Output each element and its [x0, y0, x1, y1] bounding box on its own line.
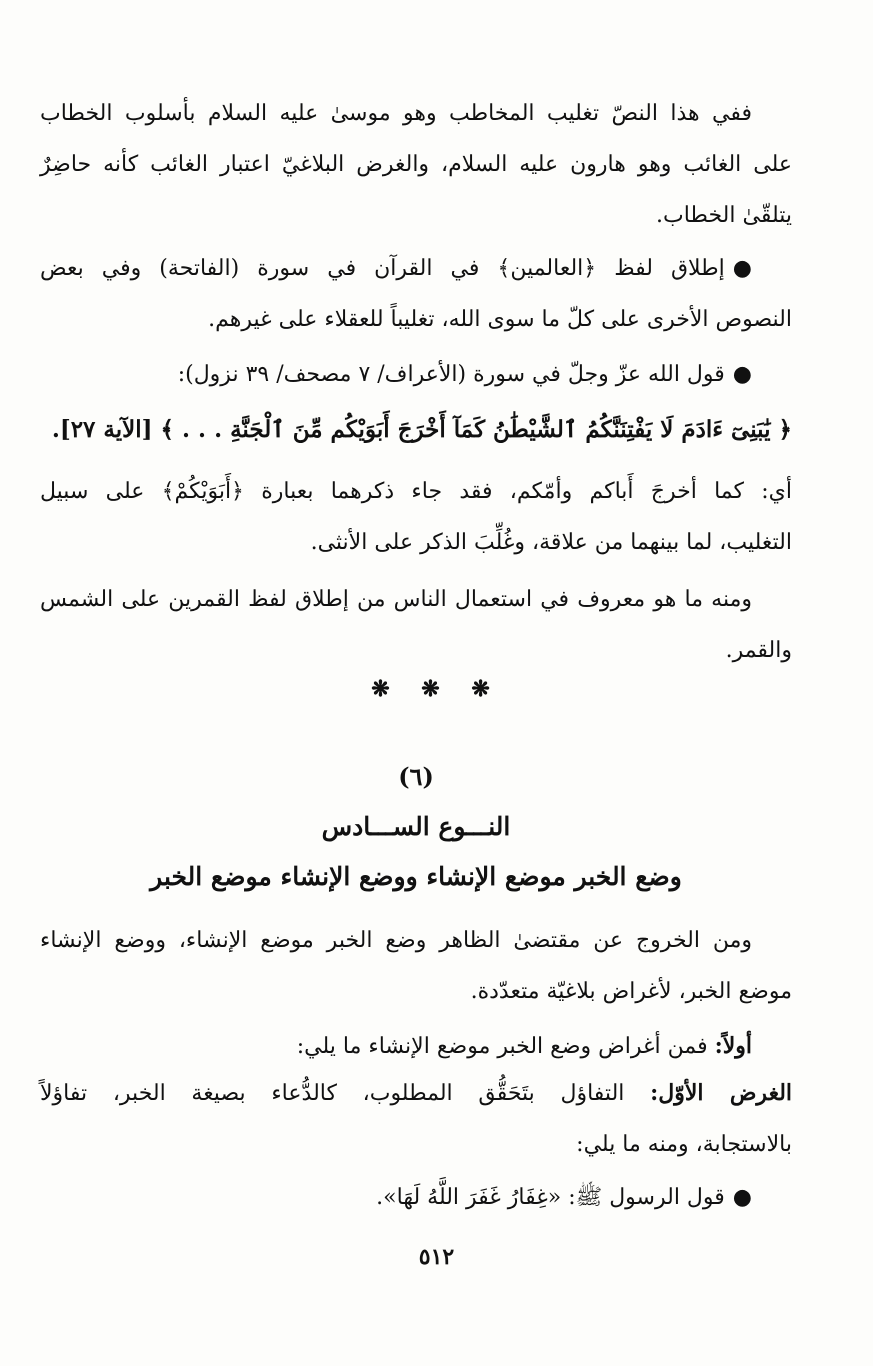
bullet-icon: ●: [732, 256, 752, 281]
paragraph-9-line-1: [40, 1172, 792, 1223]
paragraph-4-line-1: أي: كما أخرجَ أَباكم وأمّكم، فقد جاء ذكرهما بعبارة ﴿أَبَوَيْكُمْ﴾ على سبيل: [40, 479, 792, 504]
paragraph-2-line-1: [40, 243, 792, 294]
paragraph-1-line-1: ففي هذا النصّ تغليب المخاطب وهو موسىٰ عليه السلام بأسلوب الخطاب: [40, 101, 752, 126]
paragraph-7-line-1: [40, 1021, 792, 1072]
chapter-number: (٦): [398, 762, 434, 791]
paragraph-8-line-1: [40, 1068, 792, 1119]
paragraph-8-line-2: بالاستجابة، ومنه ما يلي:: [576, 1132, 792, 1157]
paragraph-4: [40, 466, 792, 568]
paragraph-2-line-1-text: إطلاق لفظ ﴿العالمين﴾ في القرآن في سورة (الفاتحة) وفي بعض: [40, 256, 725, 281]
quran-verse-text: ﴿ يَٰبَنِىٓ ءَادَمَ لَا يَفْتِنَنَّكُمُ ٱلشَّيْطَٰنُ كَمَآ أَخْرَجَ أَبَوَيْكُم مِّنَ ٱلْجَنَّةِ . . . ﴾ [الآية ٢٧].: [51, 416, 792, 443]
paragraph-2-line-2: النصوص الأخرى على كلّ ما سوى الله، تغليباً للعقلاء على غيرهم.: [208, 307, 792, 332]
paragraph-3: [40, 349, 792, 400]
paragraph-5-line-2: والقمر.: [725, 638, 792, 663]
paragraph-5-line-1: ومنه ما هو معروف في استعمال الناس من إطلاق لفظ القمرين على الشمس: [40, 587, 752, 612]
paragraph-6: [40, 915, 792, 1017]
paragraph-3-line-1: [40, 349, 792, 400]
bullet-icon: ●: [732, 1185, 752, 1210]
paragraph-7-lead: أولاً:: [714, 1033, 752, 1059]
paragraph-9: [40, 1172, 792, 1223]
section-separator: ❋ ❋ ❋: [371, 676, 502, 702]
bullet-icon: ●: [732, 362, 752, 387]
paragraph-7: [40, 1021, 792, 1072]
paragraph-1-line-3: يتلقّىٰ الخطاب.: [656, 203, 792, 228]
paragraph-8: [40, 1068, 792, 1170]
page-number: ٥١٢: [418, 1244, 455, 1270]
paragraph-1: [40, 88, 792, 241]
quran-verse: [40, 404, 792, 455]
paragraph-5: [40, 574, 792, 676]
paragraph-4-line-2: التغليب، لما بينهما من علاقة، وغُلِّبَ الذكر على الأنثى.: [310, 530, 792, 555]
chapter-subtitle: وضع الخبر موضع الإنشاء ووضع الإنشاء موضع الخبر: [150, 862, 682, 891]
chapter-title: النـــوع الســـادس: [321, 812, 511, 841]
paragraph-8-lead: الغرض الأوّل:: [650, 1080, 793, 1106]
paragraph-8-text: التفاؤل بتَحَقُّق المطلوب، كالدُّعاء بصيغة الخبر، تفاؤلاً: [40, 1081, 651, 1106]
paragraph-7-text: فمن أغراض وضع الخبر موضع الإنشاء ما يلي:: [296, 1034, 715, 1059]
paragraph-3-line-1-text: قول الله عزّ وجلّ في سورة (الأعراف/ ٧ مصحف/ ٣٩ نزول):: [177, 362, 725, 387]
paragraph-2: [40, 243, 792, 345]
paragraph-1-line-2: على الغائب وهو هارون عليه السلام، والغرض البلاغيّ اعتبار الغائب كأنه حاضِرٌ: [40, 152, 792, 177]
paragraph-9-line-1-text: قول الرسول ﷺ: «غِفَارُ غَفَرَ اللَّهُ لَهَا».: [376, 1185, 725, 1210]
paragraph-6-line-2: موضع الخبر، لأغراض بلاغيّة متعدّدة.: [470, 979, 792, 1004]
paragraph-6-line-1: ومن الخروج عن مقتضىٰ الظاهر وضع الخبر موضع الإنشاء، ووضع الإنشاء: [40, 928, 752, 953]
